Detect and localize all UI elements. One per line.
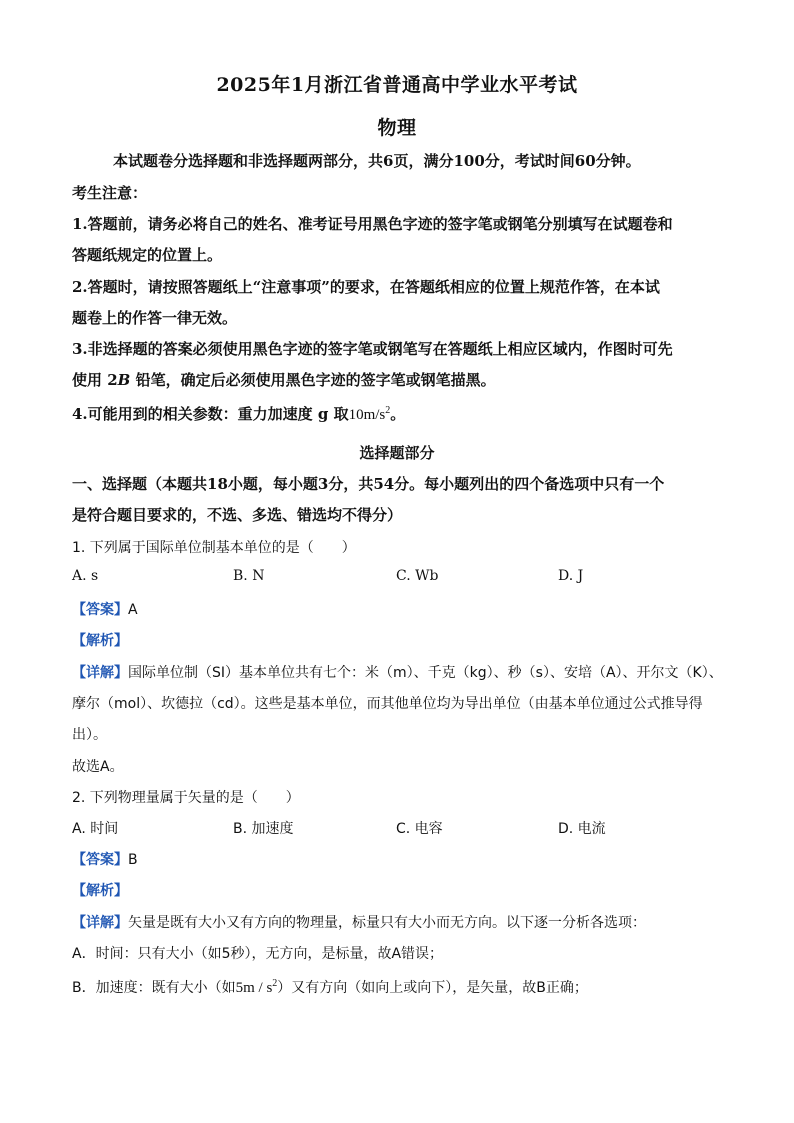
q2-detail-tag: 【详解】 — [72, 915, 128, 931]
section-heading-a: 一、选择题（本题共18小题，每小题3分，共54分。每小题列出的四个备选项中只有一个 — [72, 475, 665, 493]
q1-detail-1 — [72, 662, 722, 682]
q1-option-c: C. Wb — [396, 568, 439, 584]
q2-analysis-tag: 【解析】 — [72, 883, 128, 899]
notice-item-1a: 1.答题前，请务必将自己的姓名、准考证号用黑色字迹的签字笔或钢笔分别填写在试题卷和 — [72, 215, 673, 233]
notice-item-4-pre: 4.可能用到的相关参数：重力加速度 g 取 — [72, 405, 349, 423]
q2-line-b — [72, 977, 722, 997]
q2-answer-value: B — [128, 852, 138, 868]
exam-title: 2025年1月浙江省普通高中学业水平考试 — [216, 74, 578, 96]
q2-option-b: B. 加速度 — [233, 821, 294, 837]
q2-option-a: A. 时间 — [72, 821, 119, 837]
gravity-exponent: 2 — [385, 405, 391, 416]
q1-detail-2: 摩尔（mol）、坎德拉（cd）。这些是基本单位，而其他单位均为导出单位（由基本单位通过公式推导得 — [72, 696, 703, 712]
q1-option-d: D. J — [558, 568, 584, 584]
acceleration-value: 5m / s — [235, 980, 273, 996]
q2-line-b-post: ）又有方向（如向上或向下），是矢量，故B正确； — [277, 980, 588, 996]
section-title: 选择题部分 — [359, 444, 435, 462]
notice-item-1b: 答题纸规定的位置上。 — [72, 246, 223, 264]
q2-option-d: D. 电流 — [558, 821, 606, 837]
subject-title: 物理 — [377, 117, 417, 139]
notice-item-3a: 3.非选择题的答案必须使用黑色字迹的签字笔或钢笔写在答题纸上相应区域内，作图时可先 — [72, 340, 673, 358]
notice-item-3b-post: 铅笔，确定后必须使用黑色字迹的签字笔或钢笔描黑。 — [130, 371, 496, 389]
gravity-formula — [349, 407, 391, 423]
q1-detail-3: 出）。 — [72, 727, 107, 743]
q1-option-b: B. N — [233, 568, 265, 584]
q1-analysis — [72, 630, 722, 650]
gravity-value: 10m/s — [348, 407, 386, 423]
notice-item-3b — [72, 369, 722, 390]
q1-detail-text-1: 国际单位制（SI）基本单位共有七个：米（m）、千克（kg）、秒（s）、安培（A）、开尔文（K）、 — [128, 665, 723, 681]
q1-answer-value: A — [128, 602, 138, 618]
q1-answer — [72, 599, 722, 619]
notice-heading: 考生注意： — [72, 184, 148, 202]
q2-line-b-pre: B．加速度：既有大小（如 — [72, 980, 236, 996]
notice-item-2a: 2.答题时，请按照答题纸上“注意事项”的要求，在答题纸相应的位置上规范作答，在本试 — [72, 278, 660, 296]
q1-answer-tag: 【答案】 — [72, 602, 128, 618]
exam-intro: 本试题卷分选择题和非选择题两部分，共6页，满分100分，考试时间60分钟。 — [113, 152, 641, 170]
q2-stem: 2. 下列物理量属于矢量的是（ ） — [72, 790, 300, 806]
q2-detail-text-1: 矢量是既有大小又有方向的物理量，标量只有大小而无方向。以下逐一分析各选项： — [128, 915, 646, 931]
section-heading-b: 是符合题目要求的，不选、多选、错选均不得分） — [72, 506, 403, 524]
q1-option-a: A. s — [72, 568, 99, 584]
notice-item-4-post: 。 — [390, 405, 406, 423]
acceleration-formula — [236, 980, 278, 996]
q2-answer — [72, 849, 722, 869]
q1-analysis-tag: 【解析】 — [72, 633, 128, 649]
q2-analysis — [72, 880, 722, 900]
pencil-grade: B — [117, 371, 131, 389]
q2-option-c: C. 电容 — [396, 821, 443, 837]
q2-line-a: A．时间：只有大小（如5秒），无方向，是标量，故A错误； — [72, 946, 444, 962]
q2-detail-1 — [72, 912, 722, 932]
acceleration-exponent: 2 — [272, 978, 278, 989]
notice-item-2b: 题卷上的作答一律无效。 — [72, 309, 238, 327]
q1-detail-tag: 【详解】 — [72, 665, 128, 681]
q1-stem: 1. 下列属于国际单位制基本单位的是（ ） — [72, 540, 356, 556]
notice-item-4 — [72, 403, 722, 424]
notice-item-3b-pre: 使用 2 — [72, 371, 118, 389]
q1-conclusion: 故选A。 — [72, 759, 124, 775]
q2-answer-tag: 【答案】 — [72, 852, 128, 868]
